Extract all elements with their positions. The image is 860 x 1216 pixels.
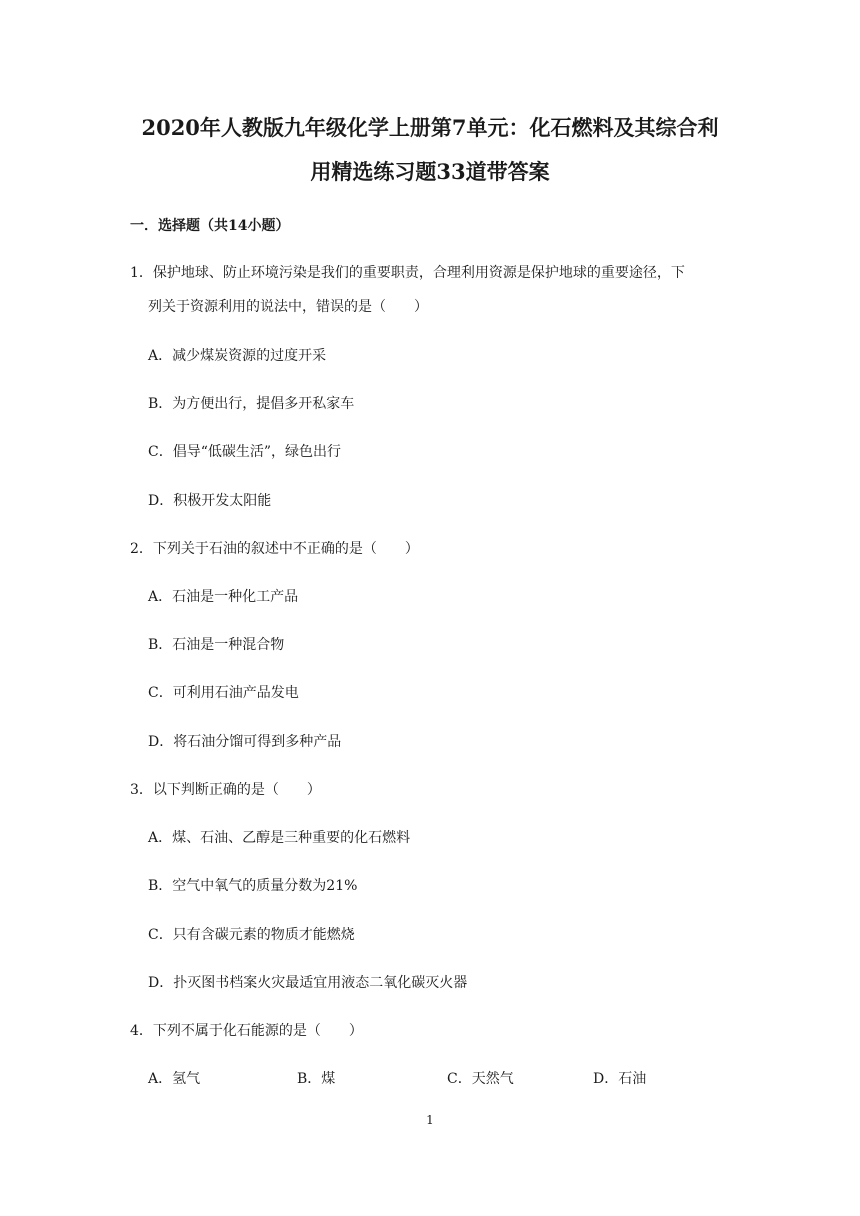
question-2-option-a: A．石油是一种化工产品: [148, 589, 299, 605]
question-number: 2．: [130, 541, 153, 557]
question-4-option-d: D．石油: [593, 1071, 647, 1087]
question-3-option-d: D．扑灭图书档案火灾最适宜用液态二氧化碳灭火器: [148, 975, 468, 991]
question-2-option-d: D．将石油分馏可得到多种产品: [148, 734, 342, 750]
question-number: 3．: [130, 782, 153, 798]
document-title-line-1: 2020年人教版九年级化学上册第7单元：化石燃料及其综合利: [141, 115, 719, 140]
question-number: 4．: [130, 1023, 153, 1039]
question-4-option-b: B．煤: [297, 1071, 336, 1087]
document-title-line-2: 用精选练习题33道带答案: [310, 159, 550, 184]
page-number: 1: [426, 1113, 434, 1127]
question-3: [130, 780, 321, 800]
question-2-option-c: C．可利用石油产品发电: [148, 685, 299, 701]
question-1-option-d: D．积极开发太阳能: [148, 493, 272, 509]
question-4-option-a: A．氢气: [148, 1071, 201, 1087]
question-3-option-a: A．煤、石油、乙醇是三种重要的化石燃料: [148, 830, 411, 846]
question-2-option-b: B．石油是一种混合物: [148, 637, 285, 653]
question-1-option-a: A．减少煤炭资源的过度开采: [148, 348, 327, 364]
question-text: 下列不属于化石能源的是（ ）: [152, 1023, 363, 1039]
section-heading: 一．选择题（共14小题）: [130, 218, 290, 234]
question-4-option-c: C．天然气: [447, 1071, 514, 1087]
question-1: [130, 263, 685, 283]
question-1-option-c: C．倡导“低碳生活”，绿色出行: [148, 444, 342, 460]
question-text: 下列关于石油的叙述中不正确的是（ ）: [152, 541, 419, 557]
question-3-option-c: C．只有含碳元素的物质才能燃烧: [148, 927, 355, 943]
question-2: [130, 539, 419, 559]
question-1-text-continued: 列关于资源利用的说法中，错误的是（ ）: [148, 299, 428, 315]
question-4: [130, 1021, 363, 1041]
question-1-option-b: B．为方便出行，提倡多开私家车: [148, 396, 355, 412]
question-text: 以下判断正确的是（ ）: [152, 782, 321, 798]
question-3-option-b: B．空气中氧气的质量分数为21%: [148, 878, 358, 894]
question-number: 1．: [130, 265, 153, 281]
question-text: 保护地球、防止环境污染是我们的重要职责，合理利用资源是保护地球的重要途径，下: [152, 265, 685, 281]
